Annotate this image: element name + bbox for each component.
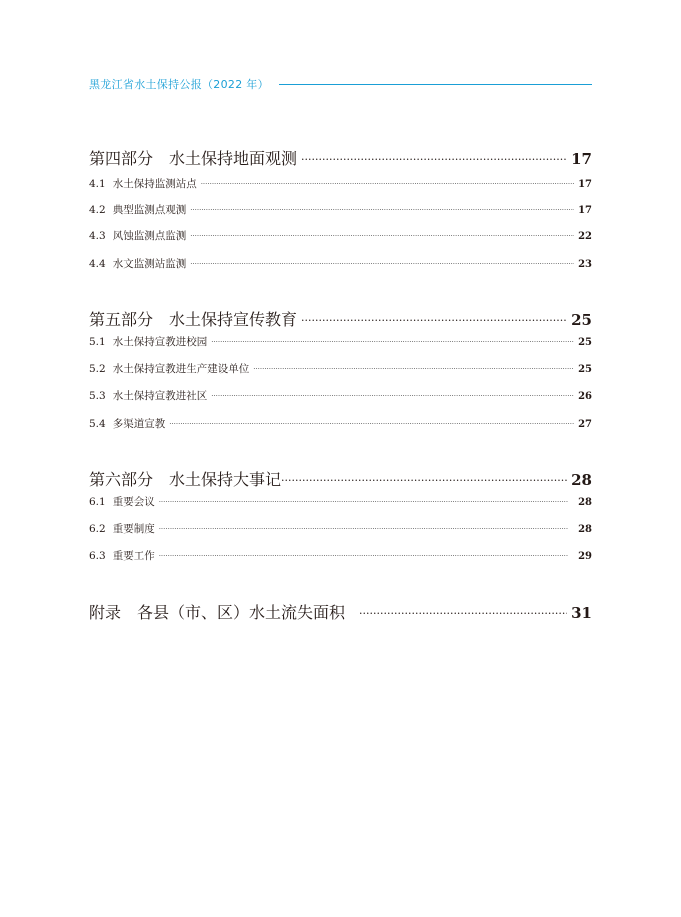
toc-part-6[interactable] <box>89 467 592 490</box>
toc-part-title: 水土保持宣传教育 <box>169 310 298 329</box>
toc-item-number: 5.4 <box>89 418 106 430</box>
toc-part-number: 第四部分 <box>89 149 154 168</box>
toc-item-4-1[interactable] <box>89 176 592 191</box>
toc-leader <box>253 365 574 372</box>
toc-page-number: 17 <box>578 179 592 190</box>
toc-part-title: 各县（市、区）水土流失面积 <box>137 603 346 622</box>
toc-page-number: 17 <box>571 150 592 168</box>
toc-leader <box>190 260 574 267</box>
toc-item-5-3[interactable] <box>89 388 592 403</box>
toc-leader <box>159 525 574 532</box>
toc-page-number: 28 <box>578 497 592 508</box>
toc-item-title: 重要工作 <box>112 550 155 562</box>
toc-page-number: 23 <box>578 259 592 270</box>
toc-leader <box>359 607 567 618</box>
toc-item-title: 水土保持监测站点 <box>112 178 197 190</box>
toc-page-number: 28 <box>578 524 592 535</box>
toc-item-5-1[interactable] <box>89 334 592 349</box>
toc-item-number: 4.4 <box>89 258 106 270</box>
toc-item-title: 多渠道宣教 <box>112 418 166 430</box>
toc-page-number: 17 <box>578 205 592 216</box>
toc-item-6-1[interactable] <box>89 494 592 509</box>
toc-page-number: 27 <box>578 419 592 430</box>
toc-part-5[interactable] <box>89 307 592 330</box>
toc-leader <box>211 338 574 345</box>
toc-leader <box>301 314 567 325</box>
toc-item-number: 6.3 <box>89 550 106 562</box>
toc-item-number: 4.1 <box>89 178 106 190</box>
page-header <box>89 76 592 92</box>
toc-leader <box>190 206 574 213</box>
toc-item-title: 水土保持宣教进校园 <box>112 336 208 348</box>
toc-leader <box>159 498 574 505</box>
toc-item-title: 典型监测点观测 <box>112 204 187 216</box>
report-title: 黑龙江省水土保持公报（2022 年） <box>89 78 269 91</box>
header-rule <box>279 84 592 85</box>
toc-page-number: 25 <box>571 311 592 329</box>
toc-item-title: 水土保持宣教进社区 <box>112 390 208 402</box>
toc-part-number: 第五部分 <box>89 310 154 329</box>
toc-page-number: 26 <box>578 391 592 402</box>
toc-item-title: 重要会议 <box>112 496 155 508</box>
toc-page-number: 25 <box>578 337 592 348</box>
toc-leader <box>201 180 574 187</box>
toc-page-number: 25 <box>578 364 592 375</box>
toc-page-number: 31 <box>571 604 592 622</box>
toc-leader <box>301 153 567 164</box>
toc-item-4-3[interactable] <box>89 228 592 243</box>
toc-item-4-2[interactable] <box>89 202 592 217</box>
toc-leader <box>190 232 574 239</box>
toc-part-title: 水土保持地面观测 <box>169 149 298 168</box>
toc-item-title: 水文监测站监测 <box>112 258 187 270</box>
toc-item-number: 4.3 <box>89 230 106 242</box>
toc-page-number: 29 <box>578 551 592 562</box>
toc-page-number: 28 <box>571 471 592 489</box>
toc-appendix[interactable] <box>89 600 592 623</box>
toc-item-6-2[interactable] <box>89 521 592 536</box>
toc-item-number: 5.1 <box>89 336 106 348</box>
toc-item-number: 5.2 <box>89 363 106 375</box>
toc-item-6-3[interactable] <box>89 548 592 563</box>
toc-leader <box>281 474 567 485</box>
toc-item-title: 风蚀监测点监测 <box>112 230 187 242</box>
toc-item-title: 重要制度 <box>112 523 155 535</box>
toc-item-number: 6.1 <box>89 496 106 508</box>
toc-item-number: 4.2 <box>89 204 106 216</box>
toc-item-number: 6.2 <box>89 523 106 535</box>
toc-part-4[interactable] <box>89 146 592 169</box>
toc-item-5-4[interactable] <box>89 416 592 431</box>
toc-leader <box>211 392 574 399</box>
toc-page-number: 22 <box>578 231 592 242</box>
toc-part-title: 水土保持大事记 <box>169 470 282 489</box>
toc-leader <box>159 552 574 559</box>
toc-part-number: 第六部分 <box>89 470 154 489</box>
toc-item-5-2[interactable] <box>89 361 592 376</box>
toc-leader <box>169 420 574 427</box>
toc-part-number: 附录 <box>89 603 122 622</box>
toc-item-number: 5.3 <box>89 390 106 402</box>
toc-item-4-4[interactable] <box>89 256 592 271</box>
toc-item-title: 水土保持宣教进生产建设单位 <box>112 363 250 375</box>
